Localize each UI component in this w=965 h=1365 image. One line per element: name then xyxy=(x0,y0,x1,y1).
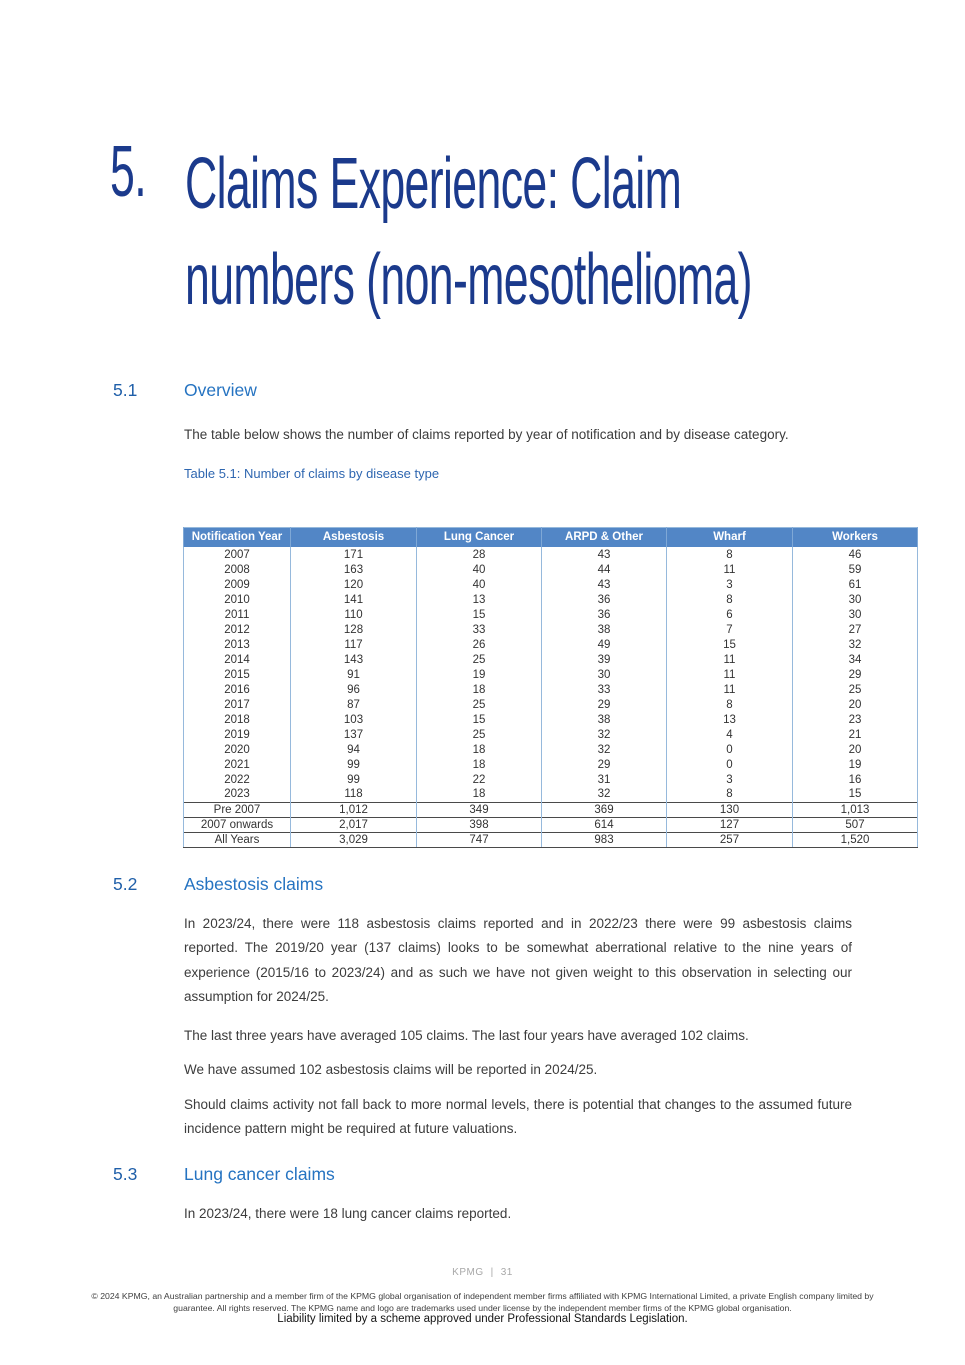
summary-row xyxy=(184,817,918,832)
table-cell: 1,013 xyxy=(793,802,918,817)
table-cell: 16 xyxy=(793,772,918,787)
table-cell: 349 xyxy=(417,802,542,817)
table-cell: 8 xyxy=(667,592,793,607)
table-cell: 2014 xyxy=(184,652,291,667)
column-header: Notification Year xyxy=(184,527,291,547)
table-cell: 15 xyxy=(417,607,542,622)
table-cell: 32 xyxy=(793,637,918,652)
table-cell: 40 xyxy=(417,577,542,592)
table-cell: 25 xyxy=(793,682,918,697)
table-cell: 23 xyxy=(793,712,918,727)
table-cell: 2020 xyxy=(184,742,291,757)
table-cell: 43 xyxy=(542,577,667,592)
table-cell: 398 xyxy=(417,817,542,832)
table-cell: 141 xyxy=(291,592,417,607)
section-number: 5.3 xyxy=(113,1163,138,1184)
table-cell: 33 xyxy=(417,622,542,637)
table-cell: 32 xyxy=(542,727,667,742)
table-cell: 2018 xyxy=(184,712,291,727)
table-cell: 40 xyxy=(417,562,542,577)
table-cell: 103 xyxy=(291,712,417,727)
table-cell: 2007 xyxy=(184,547,291,562)
table-cell: 20 xyxy=(793,742,918,757)
table-cell: 31 xyxy=(542,772,667,787)
table-row xyxy=(184,592,918,607)
table-cell: 2010 xyxy=(184,592,291,607)
table-cell: 18 xyxy=(417,682,542,697)
summary-row xyxy=(184,832,918,847)
table-cell: 4 xyxy=(667,727,793,742)
table-cell: 13 xyxy=(667,712,793,727)
table-cell: 25 xyxy=(417,697,542,712)
table-cell: 369 xyxy=(542,802,667,817)
table-row xyxy=(184,667,918,682)
table-cell: All Years xyxy=(184,832,291,847)
table-cell: 19 xyxy=(793,757,918,772)
chapter-title-line-1: Claims Experience: Claim xyxy=(185,144,682,224)
table-cell: 22 xyxy=(417,772,542,787)
table-cell: 110 xyxy=(291,607,417,622)
table-cell: 163 xyxy=(291,562,417,577)
column-header: Lung Cancer xyxy=(417,527,542,547)
table-cell: 29 xyxy=(542,757,667,772)
table-cell: 15 xyxy=(793,787,918,802)
table-cell: 11 xyxy=(667,667,793,682)
table-cell: 120 xyxy=(291,577,417,592)
table-cell: 2019 xyxy=(184,727,291,742)
table-cell: 46 xyxy=(793,547,918,562)
table-cell: 94 xyxy=(291,742,417,757)
table-cell: 2016 xyxy=(184,682,291,697)
table-cell: 96 xyxy=(291,682,417,697)
table-cell: 61 xyxy=(793,577,918,592)
table-cell: 8 xyxy=(667,547,793,562)
table-row xyxy=(184,742,918,757)
column-header: Workers xyxy=(793,527,918,547)
table-cell: 3 xyxy=(667,577,793,592)
table-cell: 747 xyxy=(417,832,542,847)
table-cell: 2007 onwards xyxy=(184,817,291,832)
table-cell: 257 xyxy=(667,832,793,847)
table-cell: 20 xyxy=(793,697,918,712)
table-row xyxy=(184,697,918,712)
section-title: Lung cancer claims xyxy=(184,1163,335,1184)
table-cell: 11 xyxy=(667,682,793,697)
table-caption: Table 5.1: Number of claims by disease type xyxy=(184,465,440,481)
table-cell: 2021 xyxy=(184,757,291,772)
table-cell: 0 xyxy=(667,742,793,757)
table-cell: 91 xyxy=(291,667,417,682)
table-cell: 18 xyxy=(417,787,542,802)
claims-table-body xyxy=(184,547,918,847)
table-cell: 2013 xyxy=(184,637,291,652)
asbestosis-paragraph-4: Should claims activity not fall back to more normal levels, there is potential that changes to the assumed future incidence pattern might be required at future valuations. xyxy=(184,1096,852,1136)
chapter-number: 5. xyxy=(110,132,146,212)
table-cell: 27 xyxy=(793,622,918,637)
table-cell: 30 xyxy=(793,592,918,607)
section-title: Asbestosis claims xyxy=(184,873,324,894)
section-lung-cancer-heading xyxy=(113,1164,923,1185)
table-cell: 99 xyxy=(291,757,417,772)
table-cell: 0 xyxy=(667,757,793,772)
table-cell: 143 xyxy=(291,652,417,667)
table-cell: 11 xyxy=(667,652,793,667)
table-cell: 59 xyxy=(793,562,918,577)
table-cell: 30 xyxy=(793,607,918,622)
table-cell: 507 xyxy=(793,817,918,832)
table-cell: 2023 xyxy=(184,787,291,802)
table-cell: 2017 xyxy=(184,697,291,712)
table-cell: 87 xyxy=(291,697,417,712)
table-cell: 1,520 xyxy=(793,832,918,847)
table-cell: 983 xyxy=(542,832,667,847)
table-cell: 36 xyxy=(542,592,667,607)
footer-separator: | xyxy=(490,1267,494,1278)
table-row xyxy=(184,682,918,697)
page-body xyxy=(113,380,923,1226)
column-header: Wharf xyxy=(667,527,793,547)
table-cell: 7 xyxy=(667,622,793,637)
table-cell: 127 xyxy=(667,817,793,832)
table-cell: 117 xyxy=(291,637,417,652)
summary-row xyxy=(184,802,918,817)
table-row xyxy=(184,787,918,802)
table-row xyxy=(184,577,918,592)
column-header: ARPD & Other xyxy=(542,527,667,547)
chapter-heading xyxy=(0,132,965,336)
table-cell: 39 xyxy=(542,652,667,667)
claims-table-header-row xyxy=(184,527,918,547)
table-cell: 34 xyxy=(793,652,918,667)
table-cell: 130 xyxy=(667,802,793,817)
table-cell: 11 xyxy=(667,562,793,577)
footer-page-number: 31 xyxy=(500,1267,513,1278)
table-cell: 6 xyxy=(667,607,793,622)
table-cell: 614 xyxy=(542,817,667,832)
table-cell: 15 xyxy=(417,712,542,727)
table-cell: Pre 2007 xyxy=(184,802,291,817)
table-cell: 2008 xyxy=(184,562,291,577)
table-cell: 13 xyxy=(417,592,542,607)
table-cell: 18 xyxy=(417,742,542,757)
table-row xyxy=(184,772,918,787)
table-cell: 21 xyxy=(793,727,918,742)
table-cell: 171 xyxy=(291,547,417,562)
asbestosis-paragraph-1: In 2023/24, there were 118 asbestosis claims reported and in 2022/23 there were 99 asbestosis claims reported. The 2019/20 year (137 claims) looks to be somewhat aberrational relative to the nine years of experience (2015/16 to 2023/24) and as such we have not given weight to this observation in selecting our assumption for 2024/25. xyxy=(184,915,852,1004)
asbestosis-paragraph-3: We have assumed 102 asbestosis claims will be reported in 2024/25. xyxy=(184,1062,598,1077)
table-cell: 25 xyxy=(417,727,542,742)
table-cell: 118 xyxy=(291,787,417,802)
table-cell: 128 xyxy=(291,622,417,637)
table-row xyxy=(184,622,918,637)
table-cell: 29 xyxy=(542,697,667,712)
table-cell: 3,029 xyxy=(291,832,417,847)
table-row xyxy=(184,757,918,772)
table-cell: 36 xyxy=(542,607,667,622)
lung-cancer-paragraph: In 2023/24, there were 18 lung cancer claims reported. xyxy=(184,1205,512,1221)
table-cell: 99 xyxy=(291,772,417,787)
table-cell: 8 xyxy=(667,787,793,802)
table-cell: 25 xyxy=(417,652,542,667)
table-cell: 43 xyxy=(542,547,667,562)
table-row xyxy=(184,562,918,577)
section-number: 5.2 xyxy=(113,873,138,894)
section-overview xyxy=(113,380,923,848)
claims-table-container xyxy=(183,527,923,848)
table-row xyxy=(184,637,918,652)
table-cell: 2015 xyxy=(184,667,291,682)
table-row xyxy=(184,607,918,622)
table-cell: 2012 xyxy=(184,622,291,637)
section-title: Overview xyxy=(184,380,257,400)
table-cell: 1,012 xyxy=(291,802,417,817)
table-row xyxy=(184,727,918,742)
chapter-title xyxy=(185,136,965,328)
table-cell: 38 xyxy=(542,712,667,727)
table-cell: 33 xyxy=(542,682,667,697)
table-cell: 137 xyxy=(291,727,417,742)
table-row xyxy=(184,547,918,562)
section-number: 5.1 xyxy=(113,380,138,400)
table-cell: 2,017 xyxy=(291,817,417,832)
claims-table xyxy=(183,527,918,848)
table-cell: 8 xyxy=(667,697,793,712)
table-row xyxy=(184,652,918,667)
table-cell: 32 xyxy=(542,742,667,757)
footer-page-indicator xyxy=(0,1267,965,1278)
table-row xyxy=(184,712,918,727)
table-cell: 15 xyxy=(667,637,793,652)
table-cell: 28 xyxy=(417,547,542,562)
section-asbestosis xyxy=(113,874,923,1142)
table-cell: 38 xyxy=(542,622,667,637)
section-asbestosis-heading xyxy=(113,874,923,895)
section-lung-cancer xyxy=(113,1164,923,1227)
overview-paragraph: The table below shows the number of claims reported by year of notification and by disease category. xyxy=(184,427,789,442)
table-cell: 29 xyxy=(793,667,918,682)
table-cell: 30 xyxy=(542,667,667,682)
table-cell: 3 xyxy=(667,772,793,787)
table-cell: 2011 xyxy=(184,607,291,622)
table-cell: 19 xyxy=(417,667,542,682)
table-cell: 49 xyxy=(542,637,667,652)
table-cell: 2009 xyxy=(184,577,291,592)
footer-brand: KPMG xyxy=(452,1267,484,1278)
table-cell: 32 xyxy=(542,787,667,802)
table-cell: 44 xyxy=(542,562,667,577)
chapter-title-line-2: numbers (non-mesothelioma) xyxy=(185,240,752,320)
section-overview-heading xyxy=(113,380,923,401)
footer-fine-print: © 2024 KPMG, an Australian partnership and a member firm of the KPMG global organisation of independent member firms affiliated with KPMG International Limited, a private English company limited by guarantee. All rights reserved. The KPMG name and logo are trademarks used under license by the independent member firms of the KPMG global organisation. xyxy=(91,1291,874,1313)
column-header: Asbestosis xyxy=(291,527,417,547)
table-cell: 18 xyxy=(417,757,542,772)
footer-liability-line: Liability limited by a scheme approved under Professional Standards Legislation. xyxy=(277,1313,688,1325)
table-cell: 2022 xyxy=(184,772,291,787)
table-cell: 26 xyxy=(417,637,542,652)
asbestosis-paragraph-2: The last three years have averaged 105 claims. The last four years have averaged 102 claims. xyxy=(184,1027,749,1043)
